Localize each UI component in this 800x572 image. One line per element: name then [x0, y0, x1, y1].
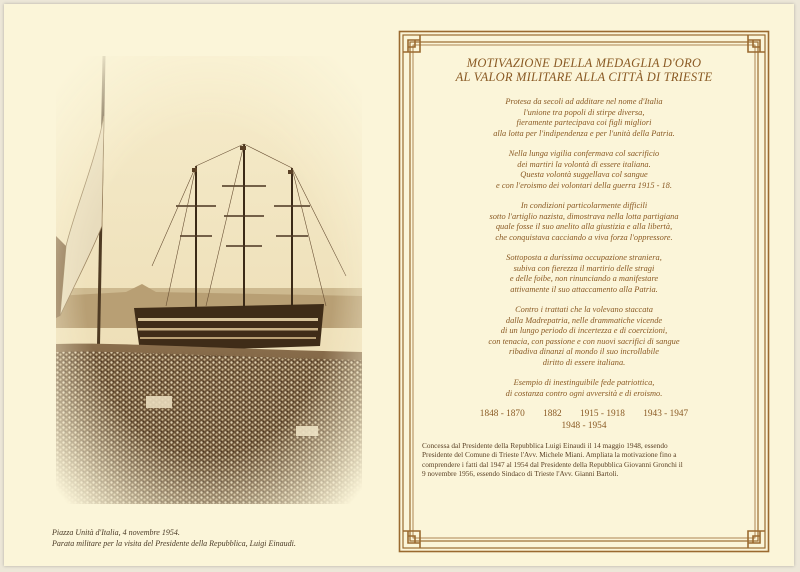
years-row — [418, 421, 750, 433]
caption-line: Parata militare per la visita del Presidente della Repubblica, Luigi Einaudi. — [52, 538, 296, 548]
concession-note — [422, 441, 748, 479]
panel-content — [418, 56, 750, 479]
stanza-line: In condizioni particolarmente difficili — [520, 201, 648, 210]
stanza-line: Protesa da secoli ad additare nel nome d'Italia — [505, 97, 663, 106]
year-range: 1848 - 1870 — [479, 409, 525, 419]
year-range: 1882 — [543, 409, 562, 419]
stanza-line: dalla Madrepatria, nelle drammatiche vicende — [505, 315, 663, 325]
stanza-line: subiva con fierezza il martirio delle stragi — [513, 263, 655, 273]
stanza-line: di costanza contro ogni avversità e di eroismo. — [505, 388, 663, 398]
caption-line: Piazza Unità d'Italia, 4 novembre 1954. — [52, 528, 180, 537]
title-line: AL VALOR MILITARE ALLA CITTÀ DI TRIESTE — [455, 70, 713, 84]
concession-line: comprendere i fatti dal 1947 al 1954 dal Presidente della Repubblica Giovanni Gronchi il — [422, 459, 683, 469]
stanza — [418, 305, 750, 368]
stanza-line: Nella lunga vigilia confermava col sacrificio — [508, 149, 660, 158]
stanza-line: e delle foibe, non rinunciando a manifestare — [509, 274, 659, 283]
stanza-line: l'unione tra popoli di stirpe diversa, — [523, 107, 645, 117]
stanza-line: Sottoposta a durissima occupazione straniera, — [506, 253, 662, 262]
stanza-line: quale fosse il suo anelito alla giustizia e alla libertà, — [495, 222, 673, 231]
stanza-line: che conquistava cacciando a viva forza l'oppressore. — [495, 232, 673, 242]
years-row — [418, 409, 750, 421]
title-line: MOTIVAZIONE DELLA MEDAGLIA D'ORO — [466, 56, 702, 70]
photo-ship-crowd — [56, 56, 362, 504]
stanza-line: e con l'eroismo dei volontari della guerra 1915 - 18. — [496, 180, 672, 190]
motivation-panel — [398, 30, 770, 553]
stanza-line: dei martiri la volontà di essere italiana. — [517, 159, 651, 169]
stanza-line: Contro i trattati che la volevano staccata — [515, 305, 653, 314]
stanza-line: alla lotta per l'indipendenza e per l'unità della Patria. — [493, 128, 675, 138]
concession-line: 9 novembre 1956, essendo Sindaco di Trieste l'Avv. Gianni Bartoli. — [422, 469, 619, 479]
stanza — [418, 97, 750, 139]
years-list — [418, 409, 750, 432]
year-range: 1943 - 1947 — [643, 409, 689, 419]
stanza-line: Questa volontà suggellava col sangue — [520, 170, 648, 179]
stanza-line: con tenacia, con passione e con nuovi sacrifici di sangue — [488, 336, 680, 346]
stanza-line: attivamente il suo attaccamento alla Patria. — [510, 284, 658, 294]
year-range: 1915 - 1918 — [579, 409, 625, 419]
document-sheet — [4, 4, 794, 566]
stanza-line: Esempio di inestinguibile fede patriottica, — [513, 378, 655, 387]
panel-title — [418, 56, 750, 84]
year-range: 1948 - 1954 — [561, 420, 607, 431]
stanza — [418, 201, 750, 243]
stanza-line: diritto di essere italiana. — [542, 357, 626, 367]
concession-line: Concessa dal Presidente della Repubblica Luigi Einaudi il 14 maggio 1948, essendo — [422, 441, 668, 450]
stanza — [418, 253, 750, 295]
stanza-line: fieramente partecipava coi figli migliori — [516, 118, 652, 127]
motivation-text — [418, 97, 750, 399]
concession-line: Presidente del Comune di Trieste l'Avv. Michele Miani. Ampliata la motivazione fino a — [422, 450, 677, 460]
photo-caption — [52, 528, 382, 549]
stanza-line: sotto l'artiglio nazista, dimostrava nella lotta partigiana — [489, 211, 679, 221]
stanza-line: di un lungo periodo di incertezza e di coercizioni, — [500, 326, 668, 335]
stanza — [418, 149, 750, 191]
stanza — [418, 378, 750, 399]
photo-graphic — [56, 56, 362, 504]
stanza-line: ribadiva dinanzi al mondo il suo incrollabile — [509, 347, 659, 356]
